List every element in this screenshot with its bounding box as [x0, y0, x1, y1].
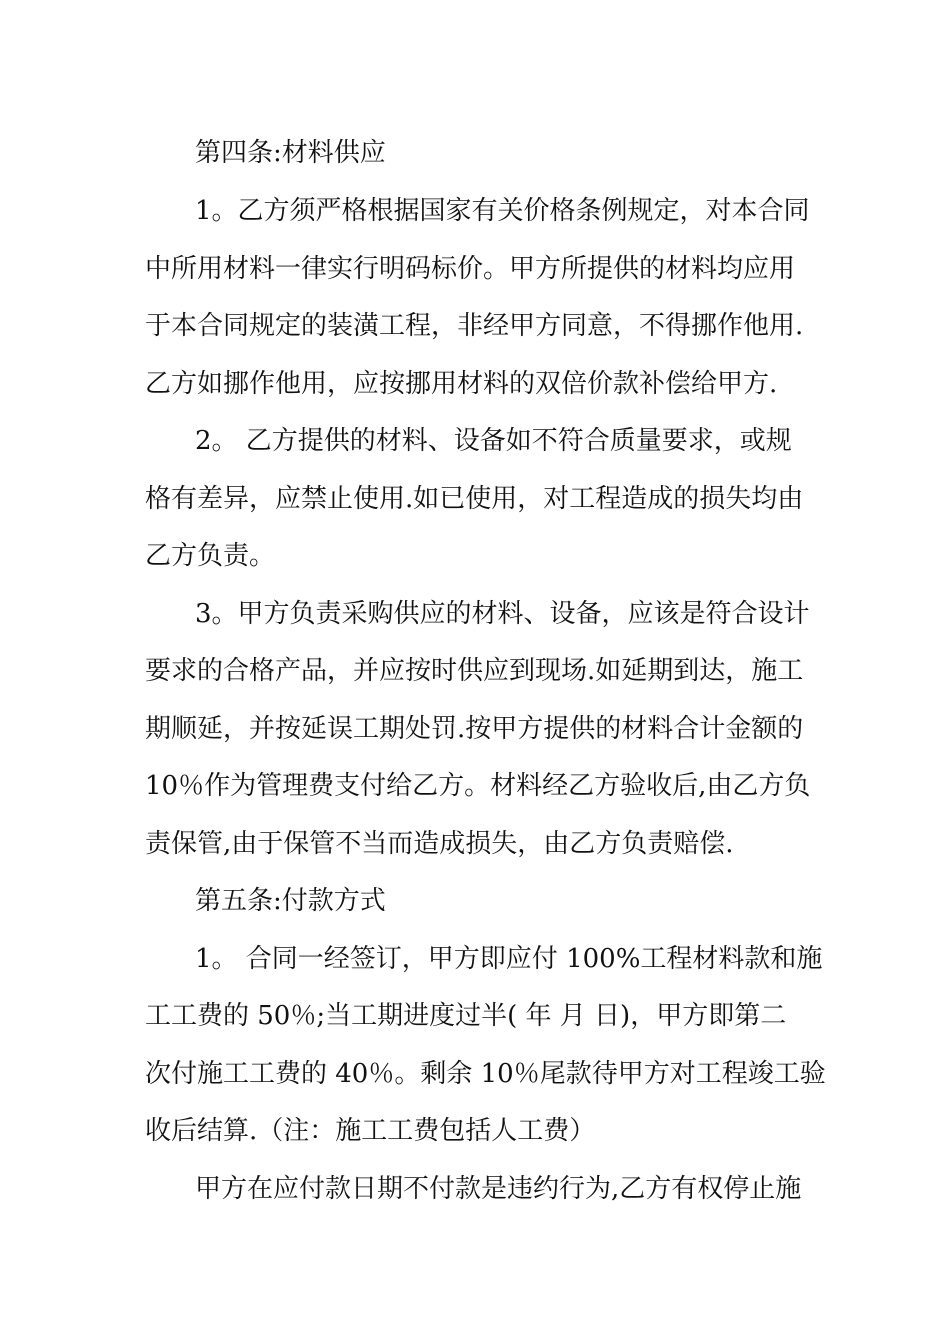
paragraph-line: 收后结算.（注：施工工费包括人工费）	[145, 1116, 596, 1146]
paragraph-line: 责保管,由于保管不当而造成损失，由乙方负责赔偿.	[145, 829, 734, 859]
paragraph-line: 中所用材料一律实行明码标价。甲方所提供的材料均应用	[145, 254, 796, 284]
paragraph-line: 2。 乙方提供的材料、设备如不符合质量要求，或规	[195, 426, 792, 456]
paragraph-line: 乙方如挪作他用，应按挪用材料的双倍价款补偿给甲方.	[145, 369, 778, 399]
paragraph-line: 次付施工工费的 40％。剩余 10％尾款待甲方对工程竣工验	[145, 1059, 826, 1089]
paragraph-line: 工工费的 50％;当工期进度过半( 年 月 日)，甲方即第二	[145, 1001, 787, 1031]
paragraph-line: 要求的合格产品，并应按时供应到现场.如延期到达，施工	[145, 656, 804, 686]
paragraph-line: 于本合同规定的装潢工程，非经甲方同意，不得挪作他用.	[145, 311, 804, 341]
paragraph-line: 格有差异，应禁止使用.如已使用，对工程造成的损失均由	[145, 484, 804, 514]
paragraph-line: 3。甲方负责采购供应的材料、设备，应该是符合设计	[195, 599, 810, 629]
paragraph-line: 期顺延，并按延误工期处罚.按甲方提供的材料合计金额的	[145, 714, 804, 744]
paragraph-line: 1。乙方须严格根据国家有关价格条例规定，对本合同	[195, 196, 810, 226]
paragraph-line: 乙方负责。	[145, 541, 276, 571]
paragraph-line: 甲方在应付款日期不付款是违约行为,乙方有权停止施	[195, 1174, 802, 1204]
paragraph-line: 1。 合同一经签订，甲方即应付 100%工程材料款和施	[195, 944, 823, 974]
paragraph-line: 10％作为管理费支付给乙方。材料经乙方验收后,由乙方负	[145, 771, 811, 801]
section-heading-5: 第五条:付款方式	[195, 886, 386, 916]
section-heading-4: 第四条:材料供应	[195, 138, 386, 168]
